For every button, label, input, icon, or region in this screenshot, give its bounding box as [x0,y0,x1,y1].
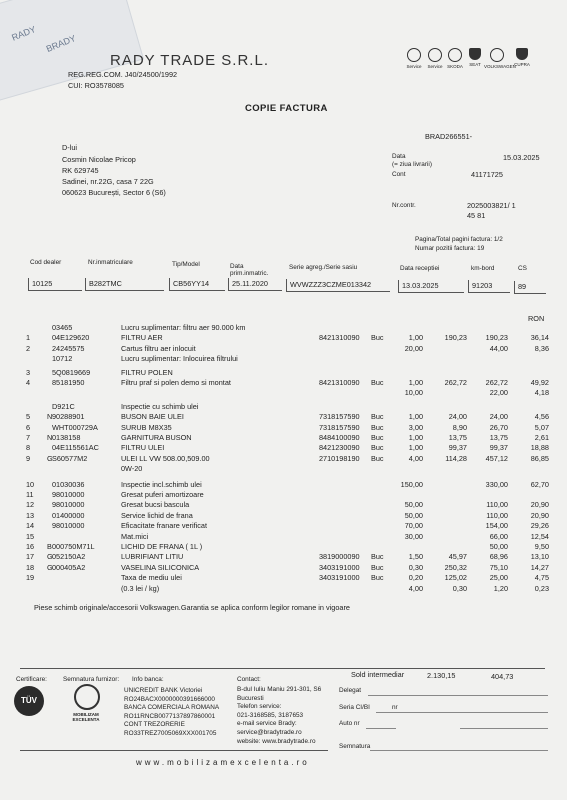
line-code: 01400000 [52,510,85,520]
invoice-number: BRAD266551- [425,132,473,141]
id-number-label: nr [392,704,398,711]
line-unit: Buc [371,562,384,572]
vehicle-reg-date: 25.11.2020 [228,278,282,291]
line-code: 04E115561AC [52,443,99,453]
line-code: 04E129620 [52,333,90,343]
line-quantity: 1,50 [408,552,423,562]
line-number: 8 [26,443,31,453]
vehicle-vin: WVWZZZ3CZME013342 [286,279,390,292]
line-quantity: 4,00 [408,453,423,463]
line-number: 18 [26,562,35,572]
line-description: ULEI LL VW 508.00,509.00 [121,453,210,463]
line-value: 22,00 [489,388,508,398]
line-number: 15 [26,531,35,541]
line-number: 7 [26,433,31,442]
line-description: BUSON BAIE ULEI [121,412,184,422]
line-description: Taxa de mediu ulei [121,573,182,583]
client-city: 060623 București, Sector 6 (S6) [62,188,166,197]
line-vat: 20,90 [530,510,549,520]
line-number: 14 [26,521,35,531]
line-description: Filtru praf si polen demo si montat [121,378,231,387]
line-vat: 13,10 [530,552,549,562]
paper-sticker: RADY BRADY [0,0,144,101]
line-quantity: 1,00 [408,433,423,442]
contact-line: service@bradytrade.ro [237,728,302,736]
line-unit-price: 262,72 [444,378,467,387]
line-value: 25,00 [489,573,508,583]
line-code: 000750M71L [52,542,95,551]
line-unit: Buc [371,412,384,422]
line-description: Lucru suplimentar: filtru aer 90.000 km [121,323,246,332]
line-vat: 4,18 [534,388,549,398]
bank-line: BANCA COMERCIALA ROMANA [124,704,220,712]
supplier-signature-label: Semnatura furnizor: [63,676,120,683]
date-label: Data [392,153,406,160]
line-code: 01030036 [52,479,85,489]
line-vat: 0,23 [534,583,549,593]
line-unit-price: 250,32 [444,562,467,572]
line-code: 98010000 [52,521,85,531]
line-quantity: 1,00 [408,443,423,453]
line-vat: 14,27 [530,562,549,572]
line-value: 68,96 [489,552,508,562]
line-unit-price: 190,23 [444,333,467,343]
client-salutation: D-lui [62,143,77,152]
line-description: LICHID DE FRANA ( 1L ) [121,542,203,551]
line-value: 26,70 [489,422,508,432]
line-vat: 29,26 [530,521,549,531]
line-value: 44,00 [489,343,508,353]
line-description: Gresat puferi amortizoare [121,490,204,499]
line-description: FILTRU AER [121,333,163,343]
line-description: (0.3 lei / kg) [121,583,160,593]
bottom-divider [20,750,328,751]
line-quantity: 50,00 [404,500,423,510]
certification-label: Certificare: [16,676,47,683]
line-value: 1,20 [493,583,508,593]
id-series-line [376,712,406,713]
line-number: 5 [26,412,31,422]
subtotal-value: 2.130,15 [427,671,456,680]
line-quantity: 0,20 [408,573,423,583]
line-vat: 49,92 [530,378,549,387]
company-reg: REG.REG.COM. J40/24500/1992 [68,70,178,79]
line-value: 24,00 [489,412,508,422]
company-name: RADY TRADE S.R.L. [110,52,269,69]
client-street: Sadinei, nr.22G, casa 7 22G [62,177,154,186]
line-customs-code: 8421310090 [319,333,360,343]
vehicle-label-plate: Nr.inmatriculare [88,259,133,266]
account-number: 41171725 [471,170,503,179]
cupra-logo: CUPRA [512,48,532,67]
line-quantity: 1,00 [408,378,423,387]
line-value: 110,00 [486,500,508,510]
website-footer: www.mobilizamexcelenta.ro [136,758,310,767]
line-description: Inspectie incl.schimb ulei [121,479,202,489]
line-quantity: 50,00 [404,510,423,520]
line-vat: 9,50 [534,542,549,551]
line-letter: N [47,433,53,442]
bank-line: CONT TREZORERIE [124,721,185,729]
line-quantity: 4,00 [408,583,423,593]
line-number: 12 [26,500,35,510]
line-description: FILTRU POLEN [121,367,173,377]
line-unit-price: 114,28 [445,453,467,463]
line-customs-code: 8484100090 [319,433,360,442]
line-code: 10712 [52,354,73,364]
vehicle-km: 91203 [468,280,510,293]
line-description: Eficacitate franare verificat [121,521,207,531]
line-code: D921C [52,401,75,411]
line-unit: Buc [371,443,384,453]
contact-line: B-dul Iuliu Maniu 291-301, S6 [237,686,322,693]
line-value: 457,12 [485,453,508,463]
line-value: 50,00 [489,542,508,551]
currency-label: RON [528,314,545,323]
bank-label: Info banca: [132,676,164,683]
line-value: 99,37 [489,443,508,453]
line-customs-code: 3403191000 [319,573,360,583]
line-quantity: 30,00 [404,531,423,541]
account-label: Cont [392,171,406,178]
line-value: 110,00 [486,510,508,520]
line-value: 66,00 [489,531,508,541]
line-customs-code: 7318157590 [319,412,360,422]
line-number: 4 [26,378,31,387]
line-unit-price: 24,00 [448,412,467,422]
vehicle-label-vin: Serie agreg./Serie sasiu [289,264,358,271]
line-description: FILTRU ULEI [121,443,165,453]
contract-label: Nr.contr. [392,202,416,209]
line-unit-price: 99,37 [448,443,467,453]
date-sublabel: (= ziua livrarii) [392,161,432,168]
line-code: 98010000 [52,500,85,510]
contact-line: Telefon service: [237,703,282,711]
line-quantity: 10,00 [404,388,423,398]
line-quantity: 20,00 [404,343,423,353]
vehicle-model: CB56YY14 [169,278,225,291]
line-unit-price: 8,90 [452,422,467,432]
vw-logo: VOLKSWAGEN [484,48,510,69]
line-code: 03465 [52,323,73,332]
line-quantity: 70,00 [404,521,423,531]
line-count: Numar pozitii factura: 19 [415,245,485,252]
signature-line [370,750,548,751]
line-code: WHT000729A [52,422,98,432]
invoice-date: 15.03.2025 [503,153,540,162]
company-cui: CUI: RO3578085 [68,81,124,90]
line-vat: 12,54 [530,531,549,541]
delegate-label: Delegat [339,687,362,694]
contract-number: 2025003821/ 1 [467,201,516,210]
line-description: Cartus filtru aer inlocuit [121,343,196,353]
line-value: 13,75 [489,433,508,442]
line-number: 11 [26,490,34,499]
client-id: RK 629745 [62,166,99,175]
vehicle-label-cs: CS [518,265,527,272]
line-number: 17 [26,552,35,562]
line-letter: G [47,562,53,572]
line-description: Mat.mici [121,531,149,541]
line-quantity: 150,00 [400,479,423,489]
line-number: 16 [26,542,35,551]
line-customs-code: 3819000090 [319,552,360,562]
line-letter: G [47,552,53,562]
line-customs-code: 8421310090 [319,378,360,387]
line-vat: 5,07 [534,422,549,432]
line-value: 154,00 [485,521,508,531]
vehicle-label-reception: Data receptiei [400,265,440,272]
line-code: S60577M2 [52,453,88,463]
mobilizam-logo [74,684,100,710]
line-description: Gresat bucsi bascula [121,500,190,510]
auto-line-2 [460,728,548,729]
mobilizam-text: MOBILIZAM EXCELENTA [72,712,100,722]
line-number: 13 [26,510,35,520]
line-unit: Buc [371,433,384,442]
line-unit: Buc [371,378,384,387]
vw-commercial-logo: Service [425,48,445,69]
line-unit: Buc [371,573,384,583]
line-description: Inspectie cu schimb ulei [121,401,199,411]
line-code: 85181950 [52,378,85,387]
subtotal-label: Sold intermediar [351,670,405,679]
line-value: 190,23 [485,333,508,343]
contact-line: website: www.bradytrade.ro [237,737,316,745]
contact-line: 021-3168585, 3187653 [237,711,304,719]
line-value: 262,72 [485,378,508,387]
line-vat: 4,75 [534,573,549,583]
vehicle-dealer-code: 10125 [28,278,82,291]
line-number: 19 [26,573,35,583]
delegate-line [368,695,548,696]
warranty-note: Piese schimb originale/accesorii Volkswagen.Garantia se aplica conform legilor romane in vigoare [34,603,350,612]
line-vat: 86,85 [530,453,549,463]
line-unit-price: 45,97 [448,552,467,562]
line-customs-code: 3403191000 [319,562,360,572]
line-code: 000405A2 [52,562,86,572]
bank-line: UNICREDIT BANK Victoriei [124,687,203,694]
line-number: 1 [26,333,31,343]
line-letter: G [47,453,53,463]
contact-label: Contact: [237,676,261,683]
line-vat: 62,70 [530,479,549,489]
line-unit: Buc [371,422,384,432]
bank-line: RO33TREZ7005069XXX001705 [124,729,217,737]
vehicle-label-km: km-bord [471,265,495,272]
vehicle-cs: 89 [514,281,546,294]
line-number: 9 [26,453,31,463]
line-value: 75,10 [489,562,508,572]
line-quantity: 1,00 [408,412,423,422]
line-description: SURUB M8X35 [121,422,172,432]
auto-line [366,728,396,729]
line-number: 3 [26,367,31,377]
line-vat: 4,56 [534,412,549,422]
client-name: Cosmin Nicolae Pricop [62,155,136,164]
contact-line: e-mail service Brady: [237,720,297,728]
contract-number-2: 45 81 [467,211,486,220]
vehicle-reception-date: 13.03.2025 [398,280,464,293]
line-code: 98010000 [52,490,85,499]
vehicle-label-reg-date: Data prim.inmatric. [230,263,269,277]
line-description: VASELINA SILICONICA [121,562,200,572]
signature-label: Semnatura [339,743,371,750]
line-code: 5Q0819669 [52,367,91,377]
skoda-logo: SKODA [445,48,465,69]
line-code: 90288901 [52,412,85,422]
line-description: LUBRIFIANT LITIU [121,552,184,562]
line-letter: N [47,412,53,422]
contact-list [237,686,321,746]
line-description: Lucru suplimentar: Inlocuirea filtrului [121,354,238,364]
line-description: 0W-20 [121,464,143,474]
line-code: 0138158 [52,433,81,442]
line-quantity: 0,30 [408,562,423,572]
bank-line: RO24BACX0000000391666000 [124,695,215,703]
line-number: 10 [26,479,35,489]
line-value: 330,00 [485,479,508,489]
line-vat: 8,36 [534,343,549,353]
vehicle-label-dealer: Cod dealer [30,259,62,266]
line-customs-code: 8421230090 [319,443,360,453]
line-number: 2 [26,343,31,353]
line-vat: 36,14 [530,333,549,343]
seat-logo: SEAT [465,48,485,67]
auto-label: Auto nr [339,720,360,727]
line-description: GARNITURA BUSON [121,433,192,442]
line-number: 6 [26,422,31,432]
line-code: 052150A2 [52,552,86,562]
footer-divider [20,668,545,669]
bank-line: RO11RNCB0077137897860001 [124,712,216,720]
page-count: Pagina/Total pagini factura: 1/2 [415,236,503,243]
vehicle-plate: B282TMC [85,278,164,291]
line-unit-price: 0,30 [452,583,467,593]
line-unit: Buc [371,333,384,343]
document-title: COPIE FACTURA [245,103,328,114]
id-number-line [404,712,548,713]
tuv-logo: TÜV [14,686,44,716]
line-description: Service lichid de frana [121,510,193,520]
line-customs-code: 7318157590 [319,422,360,432]
line-quantity: 3,00 [408,422,423,432]
vehicle-label-model: Tip/Model [172,261,200,268]
vw-service-logo: Service [404,48,424,69]
line-code: 24245575 [52,343,85,353]
line-unit-price: 13,75 [448,433,467,442]
id-series-label: Seria CI/BI [339,704,370,711]
subtotal-vat: 404,73 [491,672,514,681]
contact-line: Bucuresti [237,694,264,702]
line-unit-price: 125,02 [444,573,467,583]
line-vat: 20,90 [530,500,549,510]
line-customs-code: 2710198190 [319,453,360,463]
line-unit: Buc [371,453,384,463]
line-vat: 2,61 [534,433,549,442]
line-unit: Buc [371,552,384,562]
line-quantity: 1,00 [408,333,423,343]
bank-list [124,687,219,739]
line-vat: 18,88 [530,443,549,453]
line-letter: B [47,542,52,551]
